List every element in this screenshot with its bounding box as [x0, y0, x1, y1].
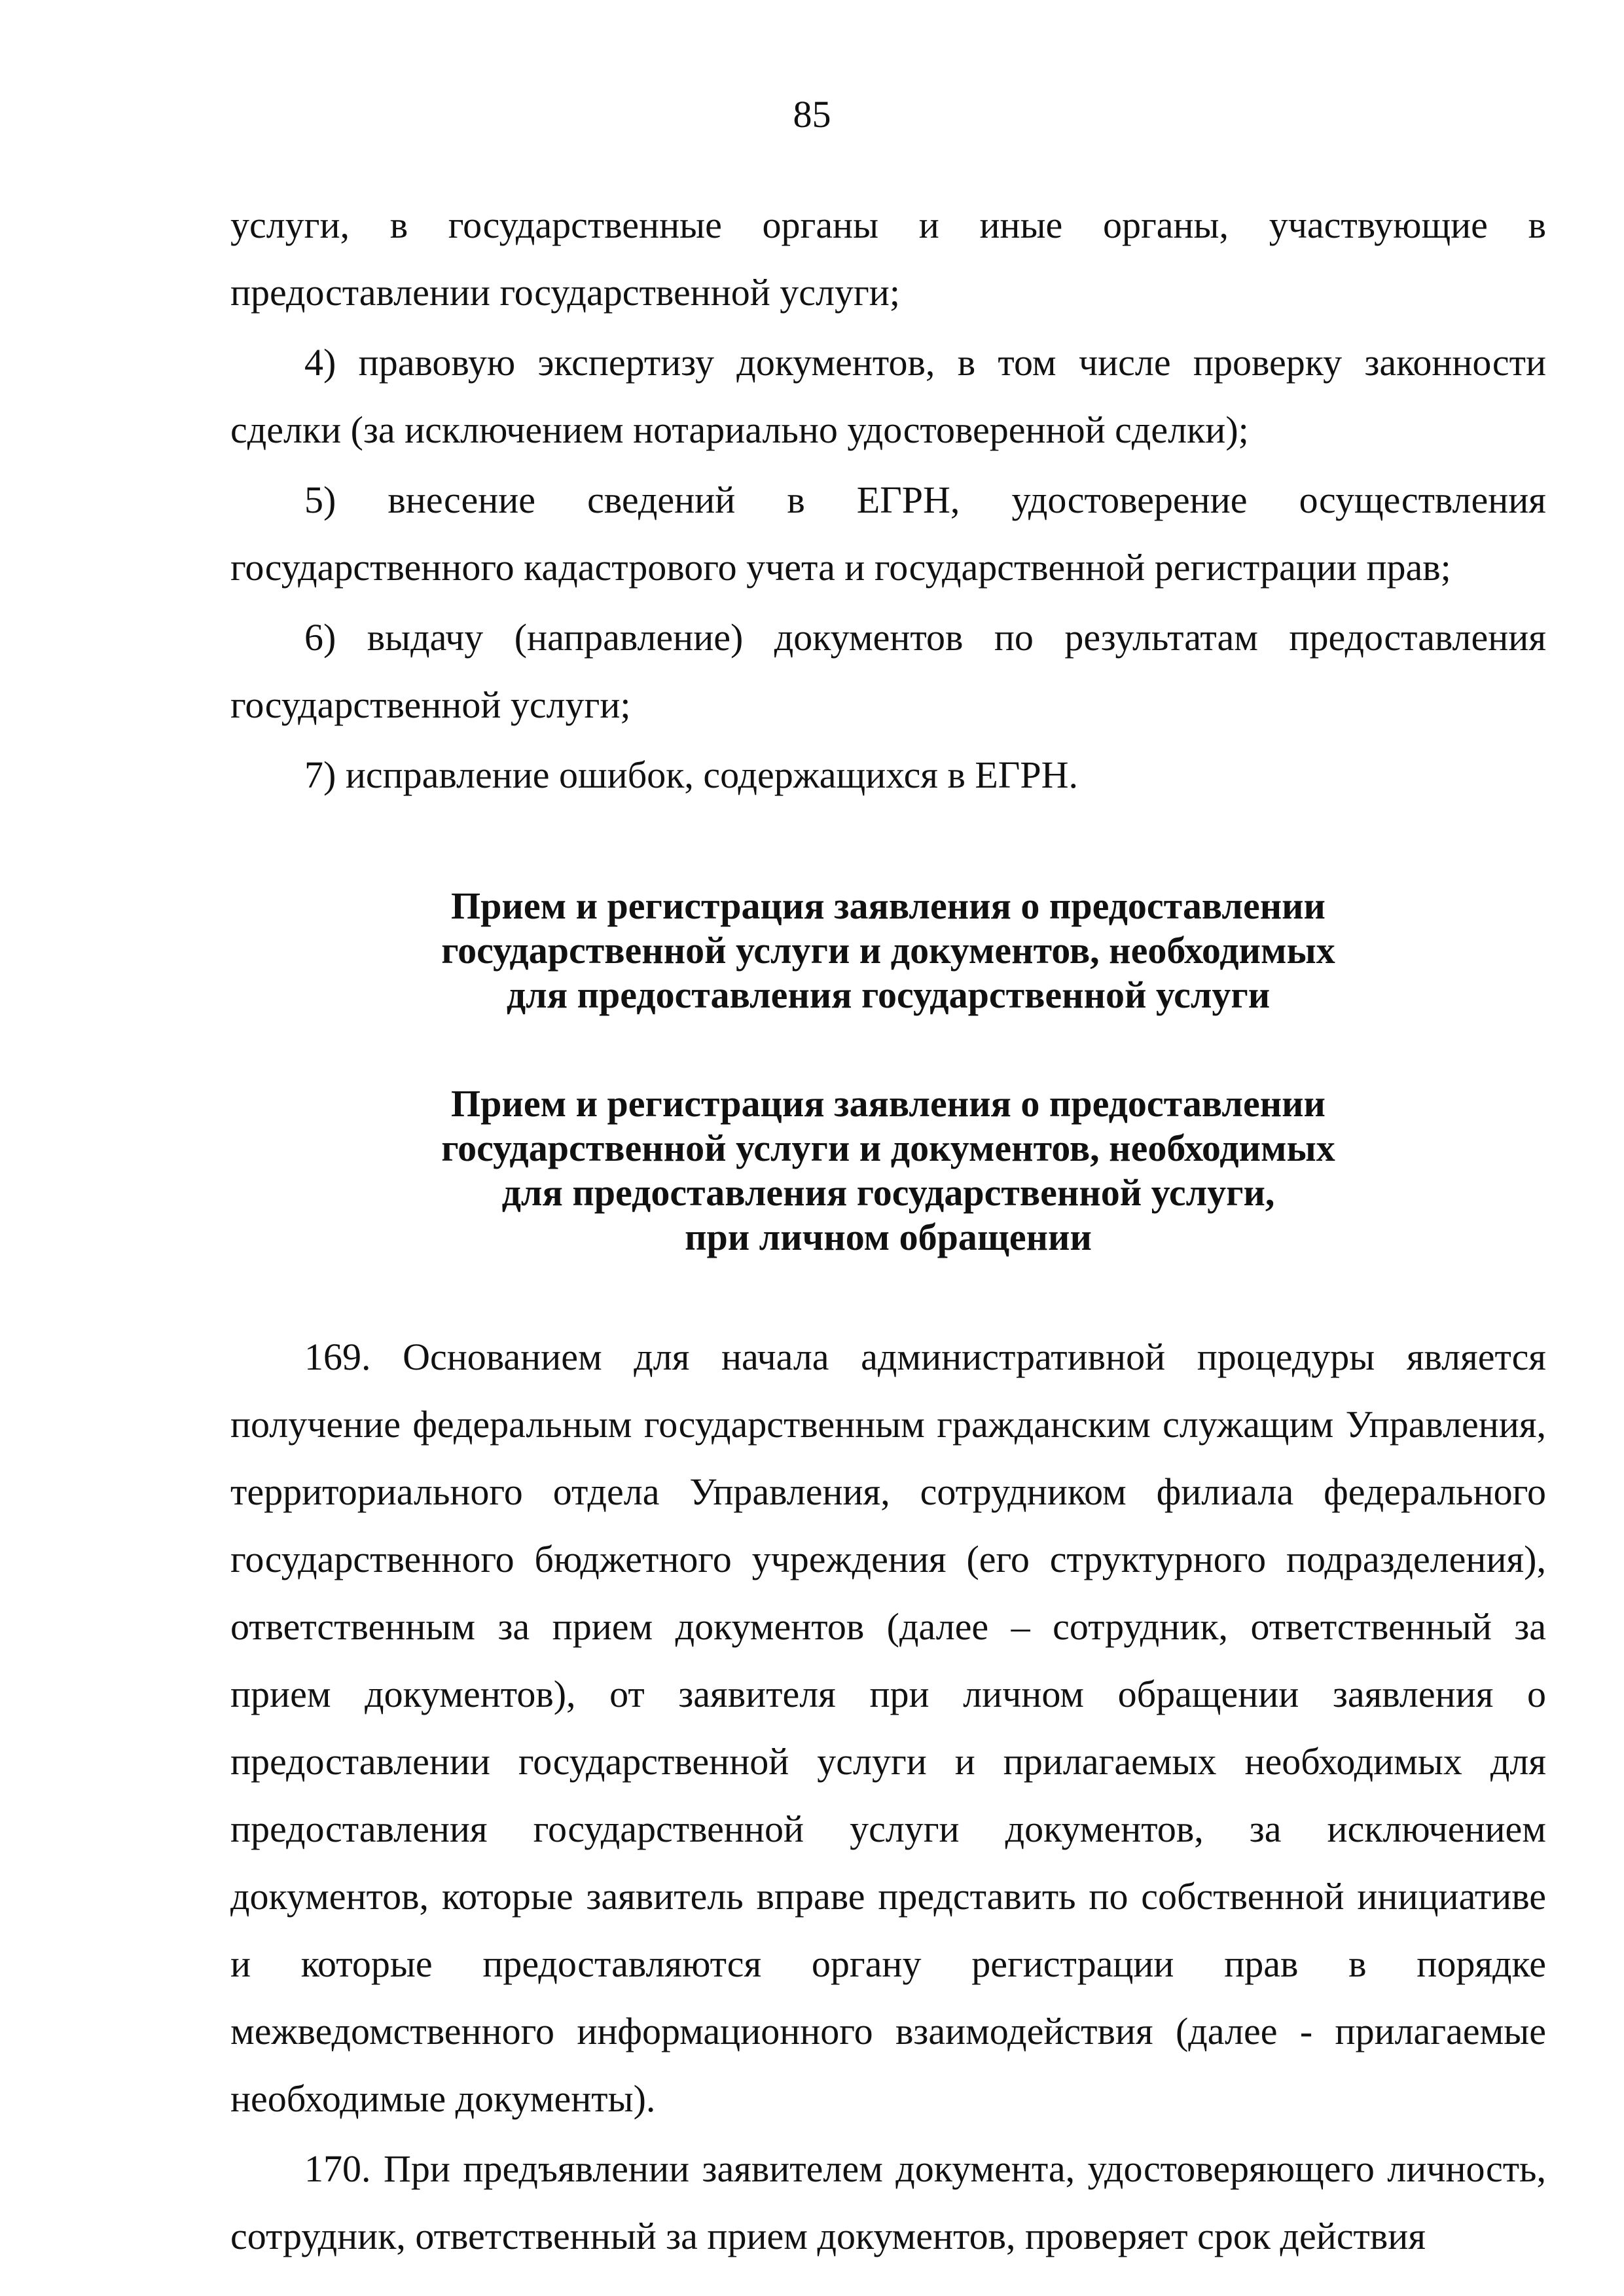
paragraph-item-7: 7) исправление ошибок, содержащихся в ЕГРН.	[304, 754, 1078, 796]
paragraph-170: 170. При предъявлении заявителем документа, удостоверяющего личность, сотрудник, ответственный за прием документов, проверяет срок действия	[230, 2147, 1546, 2257]
page-number: 85	[793, 93, 831, 136]
document-body	[230, 191, 1546, 2270]
subsection-heading-line: Прием и регистрация заявления о предоставлении	[451, 1082, 1326, 1125]
section-heading	[230, 884, 1546, 1017]
paragraph-item-6: 6) выдачу (направление) документов по результатам предоставления государственной услуги;	[230, 616, 1546, 726]
section-heading-line: государственной услуги и документов, необходимых	[441, 929, 1335, 972]
paragraph-item-5: 5) внесение сведений в ЕГРН, удостоверение осуществления государственного кадастрового учета и государственной регистрации прав;	[230, 479, 1546, 589]
paragraph-169: 169. Основанием для начала административной процедуры является получение федеральным государственным гражданским служащим Управления, территориального отдела Управления, сотрудником филиала федерального государственного бюджетного учреждения (его структурного подразделения), ответственным за прием документов (далее – сотрудник, ответственный за прием документов), от заявителя при личном обращении заявления о предоставлении государственной услуги и прилагаемых необходимых для предоставления государственной услуги документов, за исключением документов, которые заявитель вправе представить по собственной инициативе и которые предоставляются органу регистрации прав в порядке межведомственного информационного взаимодействия (далее - прилагаемые необходимые документы).	[230, 1336, 1546, 2120]
subsection-heading-line: при личном обращении	[685, 1216, 1092, 1258]
paragraph-item-4: 4) правовую экспертизу документов, в том числе проверку законности сделки (за исключением нотариально удостоверенной сделки);	[230, 341, 1546, 451]
subsection-heading-line: для предоставления государственной услуги,	[501, 1171, 1275, 1214]
subsection-heading	[230, 1082, 1546, 1260]
subsection-heading-line: государственной услуги и документов, необходимых	[441, 1127, 1335, 1169]
section-heading-line: для предоставления государственной услуги	[506, 974, 1271, 1016]
section-heading-line: Прием и регистрация заявления о предоставлении	[451, 884, 1326, 927]
paragraph-continuation: услуги, в государственные органы и иные органы, участвующие в предоставлении государственной услуги;	[230, 204, 1546, 314]
